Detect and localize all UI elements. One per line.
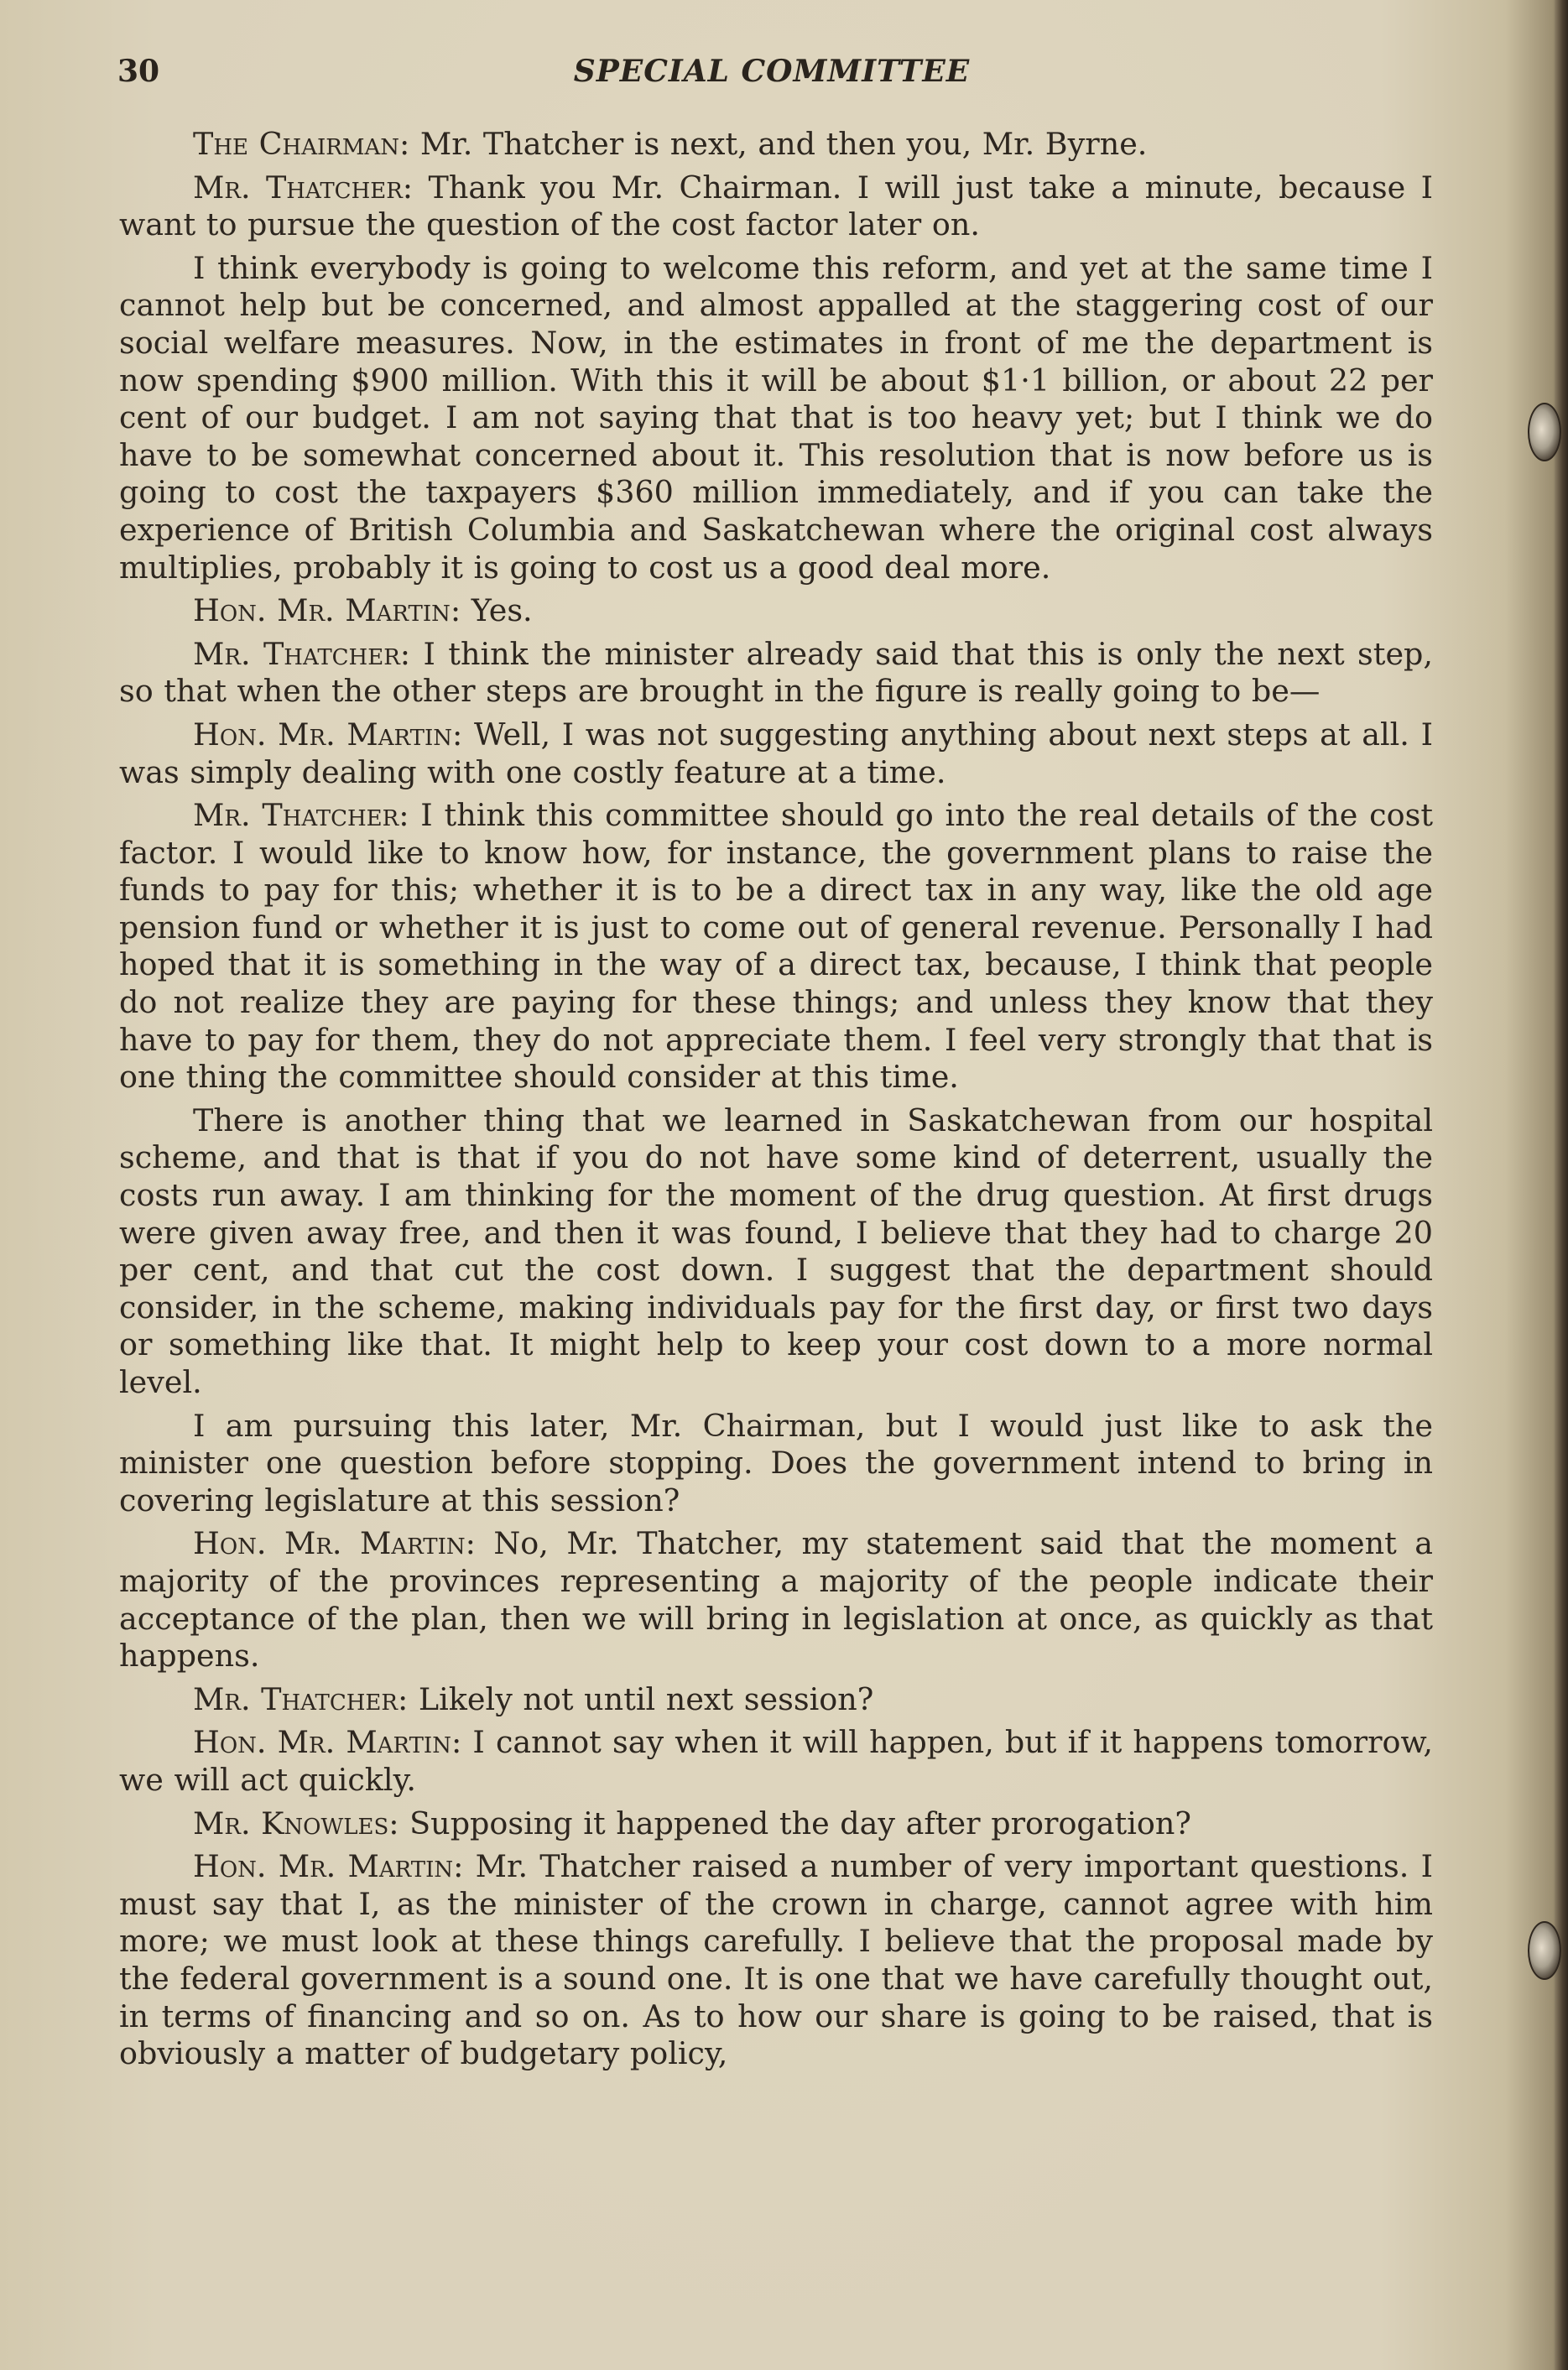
paragraph (119, 169, 1433, 244)
paragraph (119, 1525, 1433, 1675)
speaker-name: Hon. Mr. Martin: (193, 1724, 462, 1761)
paragraph-text: There is another thing that we learned in Saskatchewan from our hospital scheme, and that is that if you do not have some kind of deterrent, usually the costs run away. I am thinking for the moment of the drug question. At first drugs were given away free, and then it was found, I believe that they had to charge 20 per cent, and that cut the cost down. I suggest that the department should consider, in the scheme, making individuals pay for the first day, or first two days or something like that. It might help to keep your cost down to a more normal level. (119, 1102, 1433, 1400)
paragraph (119, 1408, 1433, 1520)
speaker-name: Mr. Thatcher: (193, 169, 414, 206)
speaker-name: Mr. Thatcher: (193, 1680, 409, 1717)
paragraph-text: Well, I was not suggesting anything about next steps at all. I was simply dealing with one costly feature at a time. (119, 716, 1433, 790)
paragraph (119, 716, 1433, 791)
paragraph-text: I am pursuing this later, Mr. Chairman, but I would just like to ask the minister one question before stopping. Does the government intend to bring in covering legislature at this session? (119, 1407, 1433, 1518)
speaker-name: Hon. Mr. Martin: (193, 716, 463, 753)
page-number: 30 (117, 54, 160, 89)
paragraph-text: Yes. (461, 592, 533, 629)
paragraph (119, 126, 1433, 164)
transcript-body (119, 126, 1433, 2079)
paragraph-text: Supposing it happened the day after prorogation? (399, 1805, 1191, 1841)
paragraph-text: I think this committee should go into the real details of the cost factor. I would like to know how, for instance, the government plans to raise the funds to pay for this; whether it is to be a direct tax in any way, like the old age pension fund or whether it is just to come out of general revenue. Personally I had hoped that it is something in the way of a direct tax, because, I think that people do not realize they are paying for these things; and unless they know that they have to pay for them, they do not appreciate them. I feel very strongly that that is one thing the committee should consider at this time. (119, 797, 1433, 1096)
speaker-name: Hon. Mr. Martin: (193, 592, 461, 629)
paragraph-text: Mr. Thatcher raised a number of very important questions. I must say that I, as the minister of the crown in charge, cannot agree with him more; we must look at these things carefully. I believe that the proposal made by the federal government is a sound one. It is one that we have carefully thought out, in terms of financing and so on. As to how our share is going to be raised, that is obviously a matter of budgetary policy, (119, 1848, 1434, 2072)
paragraph (119, 1102, 1433, 1402)
paragraph-text: No, Mr. Thatcher, my statement said that the moment a majority of the provinces representing a majority of the people indicate their acceptance of the plan, then we will bring in legislation at once, as quickly as that happens. (119, 1525, 1434, 1675)
paragraph (119, 1848, 1433, 2073)
paragraph-text: Thank you Mr. Chairman. I will just take a minute, because I want to pursue the question of the cost factor later on. (119, 169, 1433, 243)
running-head: SPECIAL COMMITTEE (573, 54, 971, 89)
speaker-name: The Chairman: (193, 126, 410, 162)
paragraph-text: I think the minister already said that this is only the next step, so that when the other steps are brought in the figure is really going to be— (119, 635, 1434, 710)
paragraph (119, 592, 1433, 630)
speaker-name: Hon. Mr. Martin: (193, 1525, 476, 1562)
speaker-name: Mr. Thatcher: (193, 797, 409, 834)
page-header (117, 54, 1426, 91)
binding-ring-icon (1528, 1921, 1561, 1980)
paragraph (119, 797, 1433, 1096)
paragraph (119, 636, 1433, 711)
paragraph (119, 1681, 1433, 1719)
paragraph (119, 1724, 1433, 1799)
paragraph-text: I think everybody is going to welcome this reform, and yet at the same time I cannot help but be concerned, and almost appalled at the staggering cost of our social welfare measures. Now, in the estimates in front of me the department is now spending $900 million. With this it will be about $1·1 billion, or about 22 per cent of our budget. I am not saying that that is too heavy yet; but I think we do have to be somewhat concerned about it. This resolution that is now before us is going to cost the taxpayers $360 million immediately, and if you can take the experience of British Columbia and Saskatchewan where the original cost always multiplies, probably it is going to cost us a good deal more. (119, 249, 1433, 586)
paragraph-text: Likely not until next session? (408, 1680, 874, 1717)
speaker-name: Hon. Mr. Martin: (193, 1848, 464, 1885)
binding-ring-icon (1528, 403, 1561, 461)
paragraph (119, 250, 1433, 586)
speaker-name: Mr. Knowles: (193, 1805, 399, 1841)
speaker-name: Mr. Thatcher: (193, 635, 411, 672)
paragraph-text: I cannot say when it will happen, but if it happens tomorrow, we will act quickly. (119, 1724, 1434, 1798)
binding-edge (1555, 0, 1568, 2370)
paragraph-text: Mr. Thatcher is next, and then you, Mr. Byrne. (409, 126, 1148, 162)
paragraph (119, 1805, 1433, 1843)
